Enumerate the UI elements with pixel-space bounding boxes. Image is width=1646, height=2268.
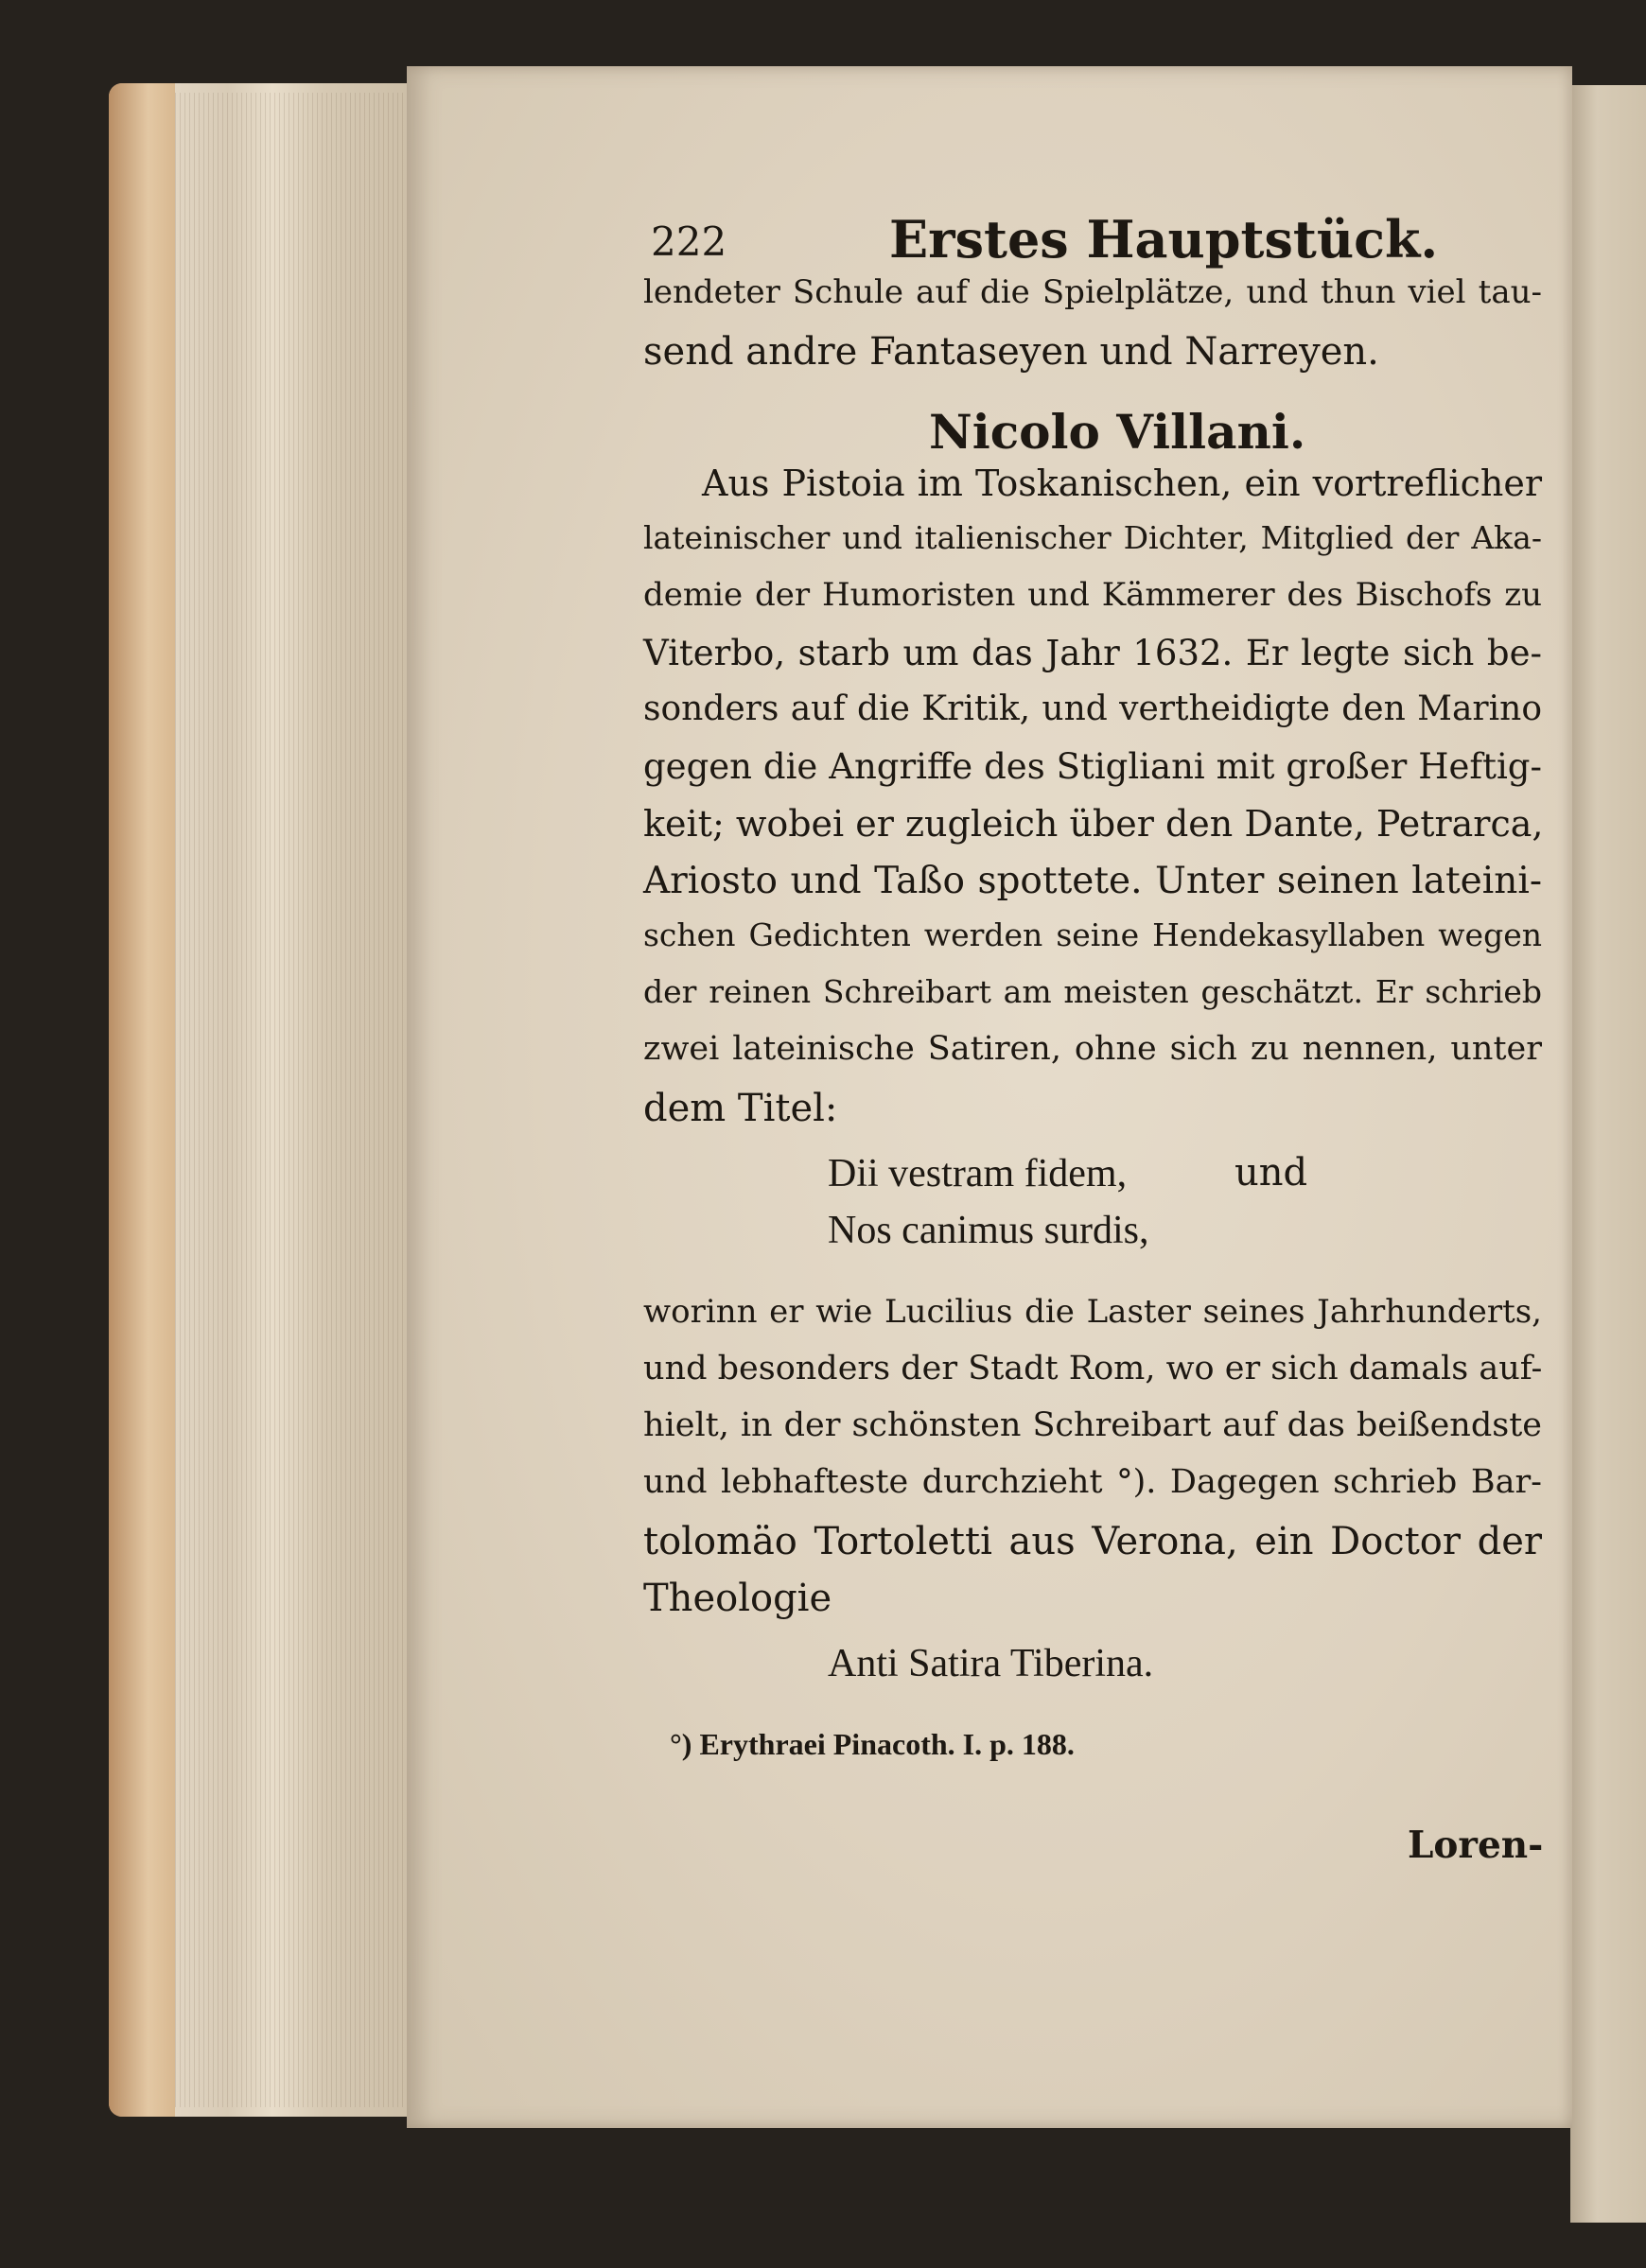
running-title: Erstes Hauptstück. <box>889 209 1439 270</box>
satire-title-2: Nos canimus surdis, <box>828 1209 1149 1252</box>
catchword: Loren- <box>1408 1823 1544 1867</box>
text-line: schen Gedichten werden seine Hendekasyllaben wegen <box>643 916 1542 953</box>
text-line: und lebhafteste durchzieht °). Dagegen schrieb Bar- <box>643 1463 1542 1501</box>
text-line: zwei lateinische Satiren, ohne sich zu nennen, unter <box>643 1030 1542 1068</box>
facing-page-edge <box>1570 85 1646 2223</box>
text-line: der reinen Schreibart am meisten geschätzt. Er schrieb <box>643 973 1542 1010</box>
text-line: hielt, in der schönsten Schreibart auf das beißendste <box>643 1406 1542 1444</box>
text-line: sonders auf die Kritik, und vertheidigte den Marino <box>643 689 1542 728</box>
text-line: lendeter Schule auf die Spielplätze, und thun viel tau- <box>643 273 1542 311</box>
text-line: tolomäo Tortoletti aus Verona, ein Doctor der <box>643 1520 1542 1563</box>
text-line: Ariosto und Taßo spottete. Unter seinen lateini- <box>643 860 1542 902</box>
text-line: worinn er wie Lucilius die Laster seines Jahrhunderts, <box>643 1293 1542 1331</box>
footnote: °) Erythraei Pinacoth. I. p. 188. <box>670 1727 1075 1761</box>
section-title: Nicolo Villani. <box>929 404 1306 460</box>
book-page <box>407 66 1572 2128</box>
text-line: Viterbo, starb um das Jahr 1632. Er legte sich be- <box>643 633 1542 673</box>
text-line: dem Titel: <box>643 1087 838 1130</box>
page-number: 222 <box>651 218 727 265</box>
text-line: send andre Fantaseyen und Narreyen. <box>643 330 1379 374</box>
text-line: und besonders der Stadt Rom, wo er sich damals auf- <box>643 1350 1543 1387</box>
book-page-edges <box>109 83 407 2117</box>
text-line: Theologie <box>643 1577 832 1620</box>
text-line: lateinischer und italienischer Dichter, Mitglied der Aka- <box>643 519 1542 556</box>
text-line: gegen die Angriffe des Stigliani mit großer Heftig- <box>643 746 1542 787</box>
satire-title-1: Dii vestram fidem, <box>828 1152 1128 1195</box>
satire-title-conjunction: und <box>1234 1151 1308 1195</box>
text-line: demie der Humoristen und Kämmerer des Bischofs zu <box>643 576 1542 614</box>
anti-satira-title: Anti Satira Tiberina. <box>828 1642 1154 1685</box>
text-line: Aus Pistoia im Toskanischen, ein vortreflicher <box>702 462 1542 504</box>
text-line: keit; wobei er zugleich über den Dante, Petrarca, <box>643 803 1544 845</box>
